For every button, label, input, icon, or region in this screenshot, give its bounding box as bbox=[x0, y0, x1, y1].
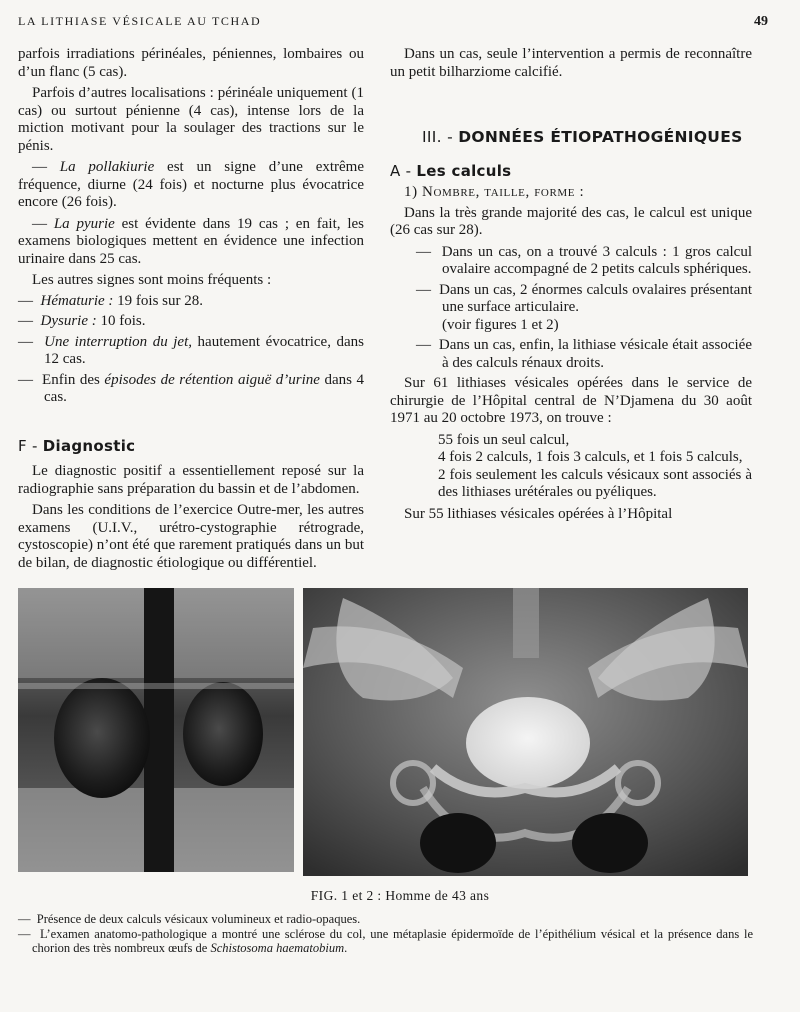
item-text: dans 4 cas. bbox=[44, 371, 365, 405]
figure-notes bbox=[18, 912, 753, 956]
paragraph: Le diagnostic positif a essentiellement reposé sur la radiographie sans préparation du bassin et de l’abdomen. bbox=[18, 463, 364, 497]
list-item bbox=[18, 293, 364, 311]
section-heading-diagnostic bbox=[18, 438, 364, 456]
dash: — bbox=[18, 912, 31, 926]
list-item bbox=[18, 313, 364, 331]
term: épisodes de rétention aiguë d’urine bbox=[104, 371, 320, 388]
item-text: Dans un cas, enfin, la lithiase vésicale était associée à des calculs rénaux droits. bbox=[438, 337, 752, 371]
count-line: 55 fois un seul calcul, bbox=[438, 431, 570, 448]
dash: — bbox=[416, 337, 431, 353]
item-text: Enfin des bbox=[42, 371, 105, 388]
dash: — bbox=[416, 281, 431, 298]
item-text: 10 fois. bbox=[96, 313, 146, 329]
section-label: III. - bbox=[422, 128, 459, 146]
note-text: Présence de deux calculs vésicaux volumineux et radio-opaques. bbox=[36, 912, 361, 926]
list-item bbox=[390, 244, 752, 279]
paragraph: Dans les conditions de l’exercice Outre-mer, les autres examens (U.I.V., urétro-cystographie rétrograde, cystoscopie) n’ont été que rarement pratiqués dans un but de bilan, de diagnostic étiologique ou différentiel. bbox=[18, 502, 364, 571]
term-pyurie: La pyurie bbox=[53, 215, 115, 232]
paragraph: Parfois d’autres localisations : périnéale uniquement (1 cas) ou surtout pénienne (4 cas), intense lors de la miction motivant pour la soulager des tractions sur le pénis. bbox=[18, 85, 364, 154]
dash: — bbox=[18, 292, 33, 309]
paragraph: Dans un cas, seule l’intervention a permis de reconnaître un petit bilharziome calcifié. bbox=[390, 46, 752, 80]
right-column bbox=[390, 46, 752, 527]
item-text: 19 fois sur 28. bbox=[113, 292, 203, 309]
dash: — bbox=[18, 313, 33, 329]
list-item bbox=[18, 372, 364, 407]
list-item bbox=[390, 337, 752, 372]
item-text: Dans un cas, 2 énormes calculs ovalaires présentant une surface articulaire. bbox=[439, 281, 752, 315]
note-end: . bbox=[344, 941, 348, 955]
section-title: Les calculs bbox=[416, 161, 512, 180]
paragraph: Dans la très grande majorité des cas, le calcul est unique (26 cas sur 28). bbox=[390, 204, 752, 238]
pyurie-paragraph bbox=[18, 216, 364, 269]
section-label: A - bbox=[390, 161, 417, 180]
radiograph-figure-1 bbox=[18, 588, 294, 872]
page-number: 49 bbox=[754, 14, 768, 29]
radiograph-1-image bbox=[18, 588, 294, 872]
term: Dysurie : bbox=[40, 313, 97, 329]
dash: — bbox=[18, 333, 33, 350]
subsection-heading: 1) Nombre, taille, forme : bbox=[404, 184, 585, 200]
dash: — bbox=[18, 927, 31, 941]
list-item bbox=[18, 334, 364, 369]
dash: — bbox=[32, 215, 47, 232]
item-text: Dans un cas, on a trouvé 3 calculs : 1 gros calcul ovalaire accompagné de 2 petits calculs sphériques. bbox=[441, 243, 752, 277]
section-label: F - bbox=[18, 436, 43, 455]
running-title: LA LITHIASE VÉSICALE AU TCHAD bbox=[18, 14, 262, 28]
figure-note bbox=[18, 927, 753, 955]
figure-caption: FIG. 1 et 2 : Homme de 43 ans bbox=[310, 888, 490, 903]
term: Une interruption du jet, bbox=[44, 333, 192, 350]
running-header bbox=[18, 12, 780, 34]
paragraph: Les autres signes sont moins fréquents : bbox=[32, 272, 272, 288]
paragraph-text: est un signe d’une extrême fréquence, diurne (24 fois) et nocturne plus évocatrice encore (26 fois). bbox=[18, 159, 365, 210]
term: Hématurie : bbox=[40, 292, 114, 309]
dash: — bbox=[32, 159, 47, 175]
figure-radiographs bbox=[18, 588, 748, 876]
figure-note bbox=[18, 912, 753, 926]
radiograph-2-image bbox=[303, 588, 748, 876]
figure-reference: (voir figures 1 et 2) bbox=[442, 316, 559, 333]
count-line: 2 fois seulement les calculs vésicaux sont associés à des lithiases urétérales ou pyéliques. bbox=[438, 466, 752, 500]
left-column bbox=[18, 46, 364, 576]
dash: — bbox=[18, 371, 33, 388]
paragraph-text: est évidente dans 19 cas ; en fait, les examens biologiques mettent en évidence une infection urinaire dans 25 cas. bbox=[18, 215, 364, 267]
term-pollakiurie: La pollakiurie bbox=[59, 159, 155, 175]
dash: — bbox=[416, 243, 431, 260]
paragraph: parfois irradiations périnéales, péniennes, lombaires ou d’un flanc (5 cas). bbox=[18, 46, 364, 80]
section-title: DONNÉES ÉTIOPATHOGÉNIQUES bbox=[458, 128, 743, 146]
list-item bbox=[390, 282, 752, 317]
note-text: L’examen anatomo-pathologique a montré une sclérose du col, une métaplasie épidermoïde de l’épithélium vésical et la présence dans le chorion des très nombreux œufs de bbox=[32, 927, 753, 955]
radiograph-figure-2 bbox=[303, 588, 748, 876]
paragraph: Sur 61 lithiases vésicales opérées dans le service de chirurgie de l’Hôpital central de N’Djamena du 30 août 1971 au 20 octobre 1973, on trouve : bbox=[390, 375, 752, 426]
pollakiurie-paragraph bbox=[18, 159, 364, 212]
section-heading-etiopathogeniques bbox=[422, 129, 752, 147]
section-heading-calculs bbox=[390, 163, 752, 181]
count-line: 4 fois 2 calculs, 1 fois 3 calculs, et 1 fois 5 calculs, bbox=[438, 449, 743, 465]
species-name: Schistosoma haematobium bbox=[210, 941, 345, 955]
paragraph: Sur 55 lithiases vésicales opérées à l’Hôpital bbox=[404, 505, 673, 522]
section-title: Diagnostic bbox=[42, 436, 136, 455]
item-text: hautement évocatrice, dans 12 cas. bbox=[44, 333, 364, 367]
